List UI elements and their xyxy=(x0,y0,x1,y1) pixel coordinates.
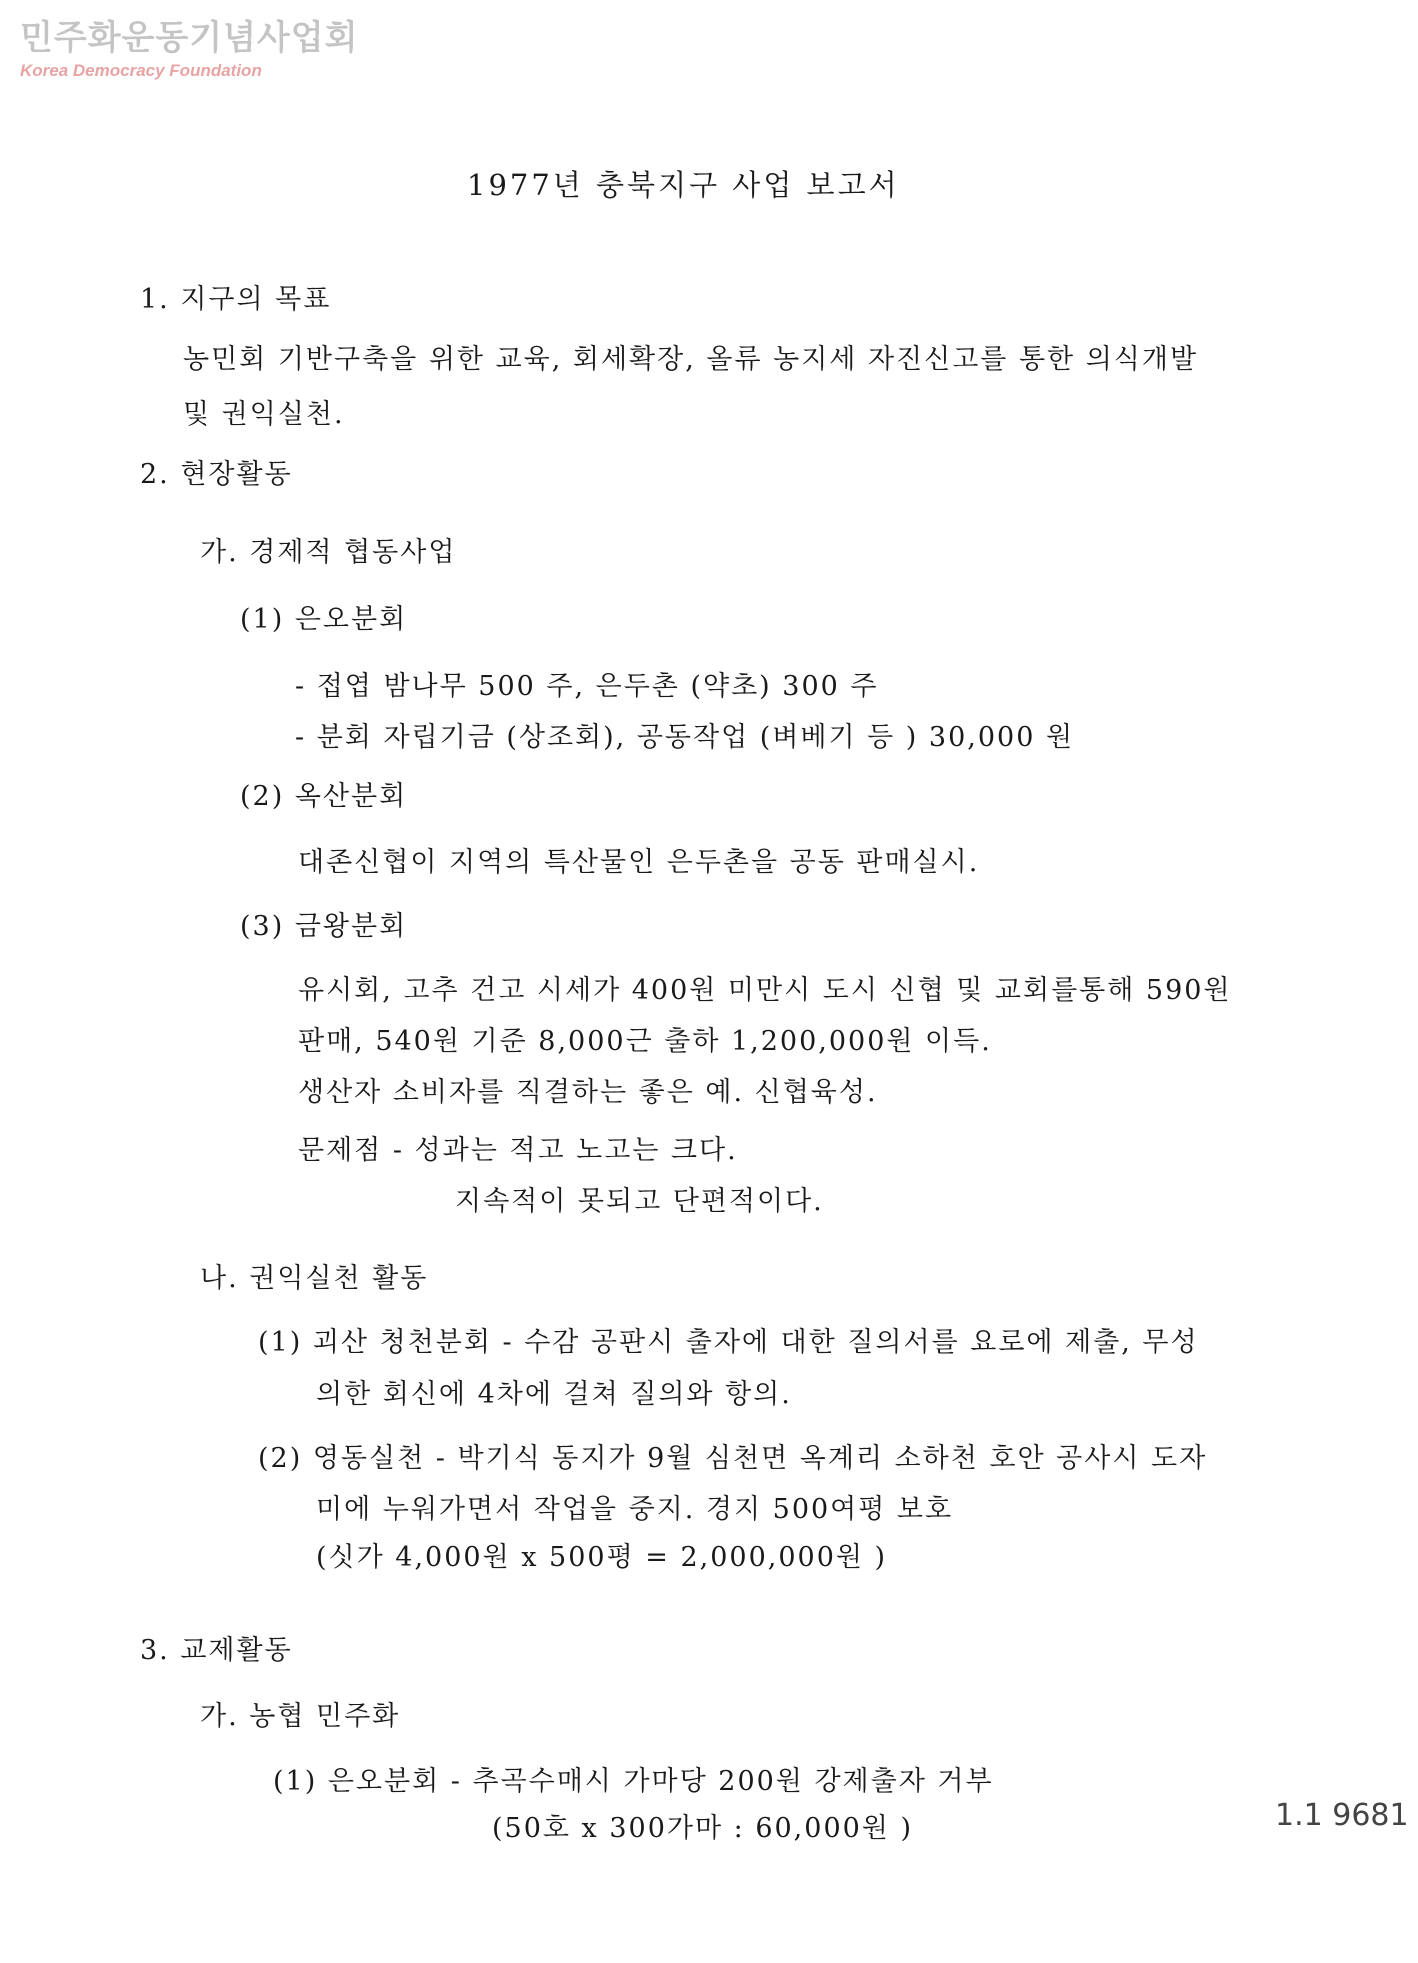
foundation-watermark-logo xyxy=(20,18,358,82)
body-line: 및 권익실천. xyxy=(183,399,345,430)
item-heading: (1) 은오분회 xyxy=(240,604,408,635)
logo-korean-text: 민주화운동기념사업회 xyxy=(20,18,359,58)
logo-english-text: Korea Democracy Foundation xyxy=(20,61,262,80)
document-archive-number: 1.1 9681 xyxy=(1275,1798,1409,1833)
body-line: (50호 x 300가마 : 60,000원 ) xyxy=(492,1813,913,1844)
body-line: - 접엽 밤나무 500 주, 은두촌 (약초) 300 주 xyxy=(295,671,879,702)
item-heading: (3) 금왕분회 xyxy=(240,911,408,942)
section-heading: 1. 지구의 목표 xyxy=(140,284,332,315)
body-line: 대존신협이 지역의 특산물인 은두촌을 공동 판매실시. xyxy=(298,847,980,878)
body-line: 농민회 기반구축을 위한 교육, 회세확장, 올류 농지세 자진신고를 통한 의식개발 xyxy=(183,344,1199,375)
body-line: 의한 회신에 4차에 걸쳐 질의와 항의. xyxy=(316,1379,792,1410)
item-heading: (2) 옥산분회 xyxy=(240,781,408,812)
section-heading: 3. 교제활동 xyxy=(140,1635,293,1666)
body-line: (2) 영동실천 - 박기식 동지가 9월 심천면 옥계리 소하천 호안 공사시 도자 xyxy=(258,1443,1208,1474)
body-line: (1) 은오분회 - 추곡수매시 가마당 200원 강제출자 거부 xyxy=(273,1766,994,1797)
subsection-heading: 가. 경제적 협동사업 xyxy=(200,537,457,568)
subsection-heading: 나. 권익실천 활동 xyxy=(200,1263,429,1294)
body-line: 생산자 소비자를 직결하는 좋은 예. 신협육성. xyxy=(298,1077,878,1108)
subsection-heading: 가. 농협 민주화 xyxy=(200,1701,401,1732)
problem-line: 문제점 - 성과는 적고 노고는 크다. xyxy=(298,1135,738,1166)
body-line: 미에 누워가면서 작업을 중지. 경지 500여평 보호 xyxy=(316,1494,954,1525)
body-line: (1) 괴산 청천분회 - 수감 공판시 출자에 대한 질의서를 요로에 제출, 무성 xyxy=(258,1327,1199,1358)
body-line: (싯가 4,000원 x 500평 = 2,000,000원 ) xyxy=(316,1542,888,1573)
body-line: 판매, 540원 기준 8,000근 출하 1,200,000원 이득. xyxy=(298,1026,992,1057)
document-title: 1977년 충북지구 사업 보고서 xyxy=(467,168,900,202)
problem-line: 지속적이 못되고 단편적이다. xyxy=(455,1186,824,1217)
body-line: - 분회 자립기금 (상조회), 공동작업 (벼베기 등 ) 30,000 원 xyxy=(295,722,1075,753)
body-line: 유시회, 고추 건고 시세가 400원 미만시 도시 신협 및 교회를통해 590원 xyxy=(298,975,1232,1006)
section-heading: 2. 현장활동 xyxy=(140,459,293,490)
